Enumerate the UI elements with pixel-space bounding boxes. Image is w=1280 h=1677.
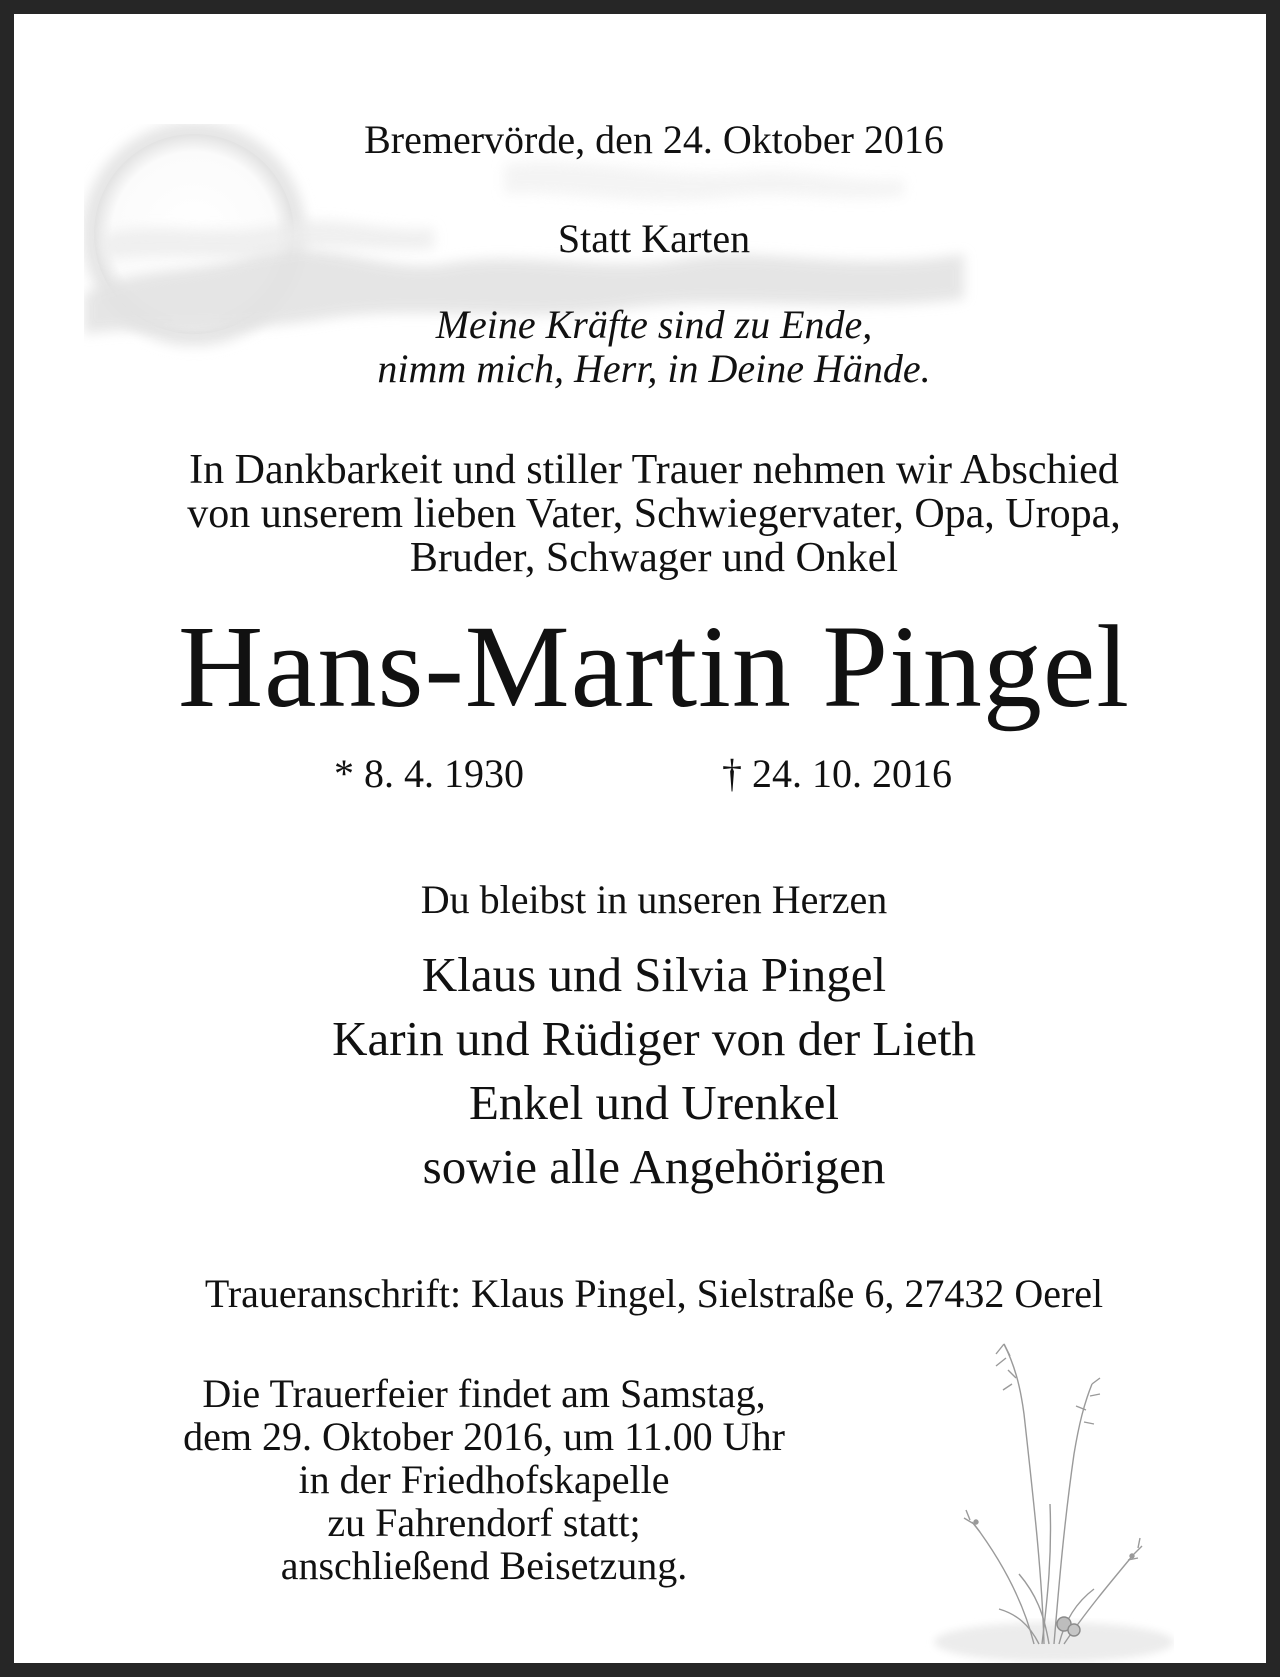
- intro-text: [14, 448, 1280, 580]
- grass-stalks-icon: [924, 1324, 1174, 1664]
- death-date: † 24. 10. 2016: [722, 751, 952, 796]
- ceremony-line: anschließend Beisetzung.: [280, 1543, 688, 1588]
- ceremony-info: [104, 1372, 864, 1587]
- place-date: Bremervörde, den 24. Oktober 2016: [364, 117, 944, 162]
- verse-line: Meine Kräfte sind zu Ende,: [435, 302, 873, 347]
- family-member: Karin und Rüdiger von der Lieth: [332, 1011, 976, 1066]
- verse-line: nimm mich, Herr, in Deine Hände.: [377, 346, 931, 391]
- intro-line: von unserem lieben Vater, Schwiegervater, Opa, Uropa,: [187, 491, 1121, 537]
- ceremony-line: zu Fahrendorf statt;: [327, 1500, 641, 1545]
- family-member: sowie alle Angehörigen: [422, 1139, 886, 1194]
- family-member: Klaus und Silvia Pingel: [421, 947, 887, 1002]
- birth-date: * 8. 4. 1930: [334, 751, 524, 796]
- ceremony-line: in der Friedhofskapelle: [298, 1457, 670, 1502]
- statt-karten-line: Statt Karten: [557, 216, 751, 261]
- family-member: Enkel und Urenkel: [468, 1075, 840, 1130]
- remember-line: Du bleibst in unseren Herzen: [420, 877, 888, 922]
- ceremony-line: Die Trauerfeier findet am Samstag,: [202, 1371, 766, 1416]
- deceased-name: Hans-Martin Pingel: [177, 601, 1131, 732]
- intro-line: Bruder, Schwager und Onkel: [409, 535, 899, 581]
- family-list: [14, 943, 1280, 1199]
- ceremony-line: dem 29. Oktober 2016, um 11.00 Uhr: [183, 1414, 785, 1459]
- verse: [14, 303, 1280, 391]
- intro-line: In Dankbarkeit und stiller Trauer nehmen wir Abschied: [189, 447, 1119, 493]
- mourning-address: Traueranschrift: Klaus Pingel, Sielstraße 6, 27432 Oerel: [204, 1271, 1104, 1316]
